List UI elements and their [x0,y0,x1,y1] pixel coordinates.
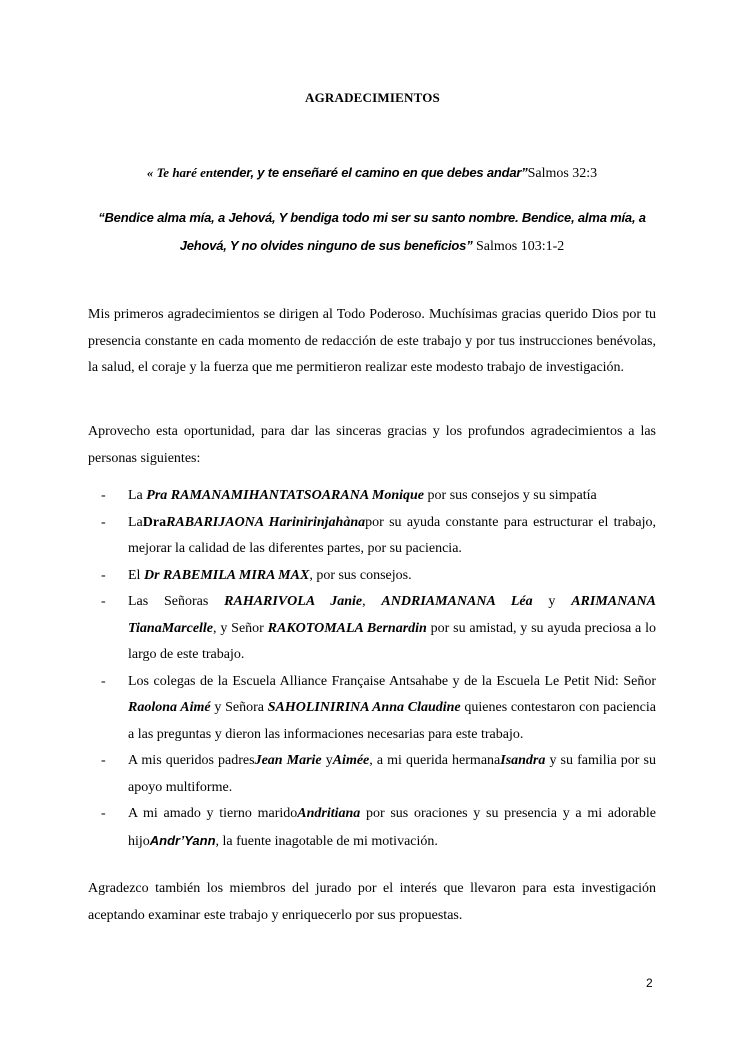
quote-1-opening: « Te haré ent [146,165,217,180]
list-item [88,801,656,855]
paragraph-jury: Agradezco también los miembros del jurado por el interés que llevaron para esta investigación aceptando examinar este trabajo y enriquecerlo por sus propuestas. [88,881,656,923]
list-text: Los colegas de la Escuela Alliance Française Antsahabe y de la Escuela Le Petit Nid: Señor [128,673,656,689]
list-text: , [362,594,382,609]
quote-1-text: ender, y te enseñaré el camino en que debes andar” [216,165,528,180]
list-dash: - [101,753,106,768]
list-dash: - [101,567,106,583]
title-abbrev: Dra [142,514,167,530]
list-text: , por sus consejos. [309,567,412,583]
list-dash: - [101,806,106,821]
person-name: Andritiana [297,806,361,821]
list-item [88,483,656,510]
person-name: Raolona Aimé [128,700,211,715]
list-item [88,589,656,669]
list-text: por su ayuda constante para estructurar el trabajo, mejorar la calidad de las diferentes partes, por su paciencia. [128,514,656,556]
list-item [88,669,656,749]
person-name: Andr’Yann [149,832,216,848]
list-text: Las Señoras [128,594,225,609]
list-text: La [128,488,147,503]
list-text: quienes contestaron con paciencia a las preguntas y dieron las informaciones necesarias para este trabajo. [128,700,656,742]
list-dash: - [101,488,106,503]
person-name: RABARIJAONA Harinirinjahàna [166,514,366,530]
list-text: y [321,753,333,768]
list-text: y Señora [210,700,268,715]
paragraph-god: Mis primeros agradecimientos se dirigen al Todo Poderoso. Muchísimas gracias querido Dios por tu presencia constante en cada momento de redacción de este trabajo y por tus instrucciones benévolas, la salud, el coraje y la fuerza que me permitieron realizar este modesto trabajo de investigación. [88,307,656,375]
list-item [88,748,656,801]
list-dash: - [101,673,106,689]
list-text: A mi amado y tierno marido [128,806,298,821]
person-name: ARIMANANA TianaMarcelle [128,594,657,636]
page-number: 2 [646,976,653,990]
person-name: SAHOLINIRINA Anna Claudine [267,700,461,715]
list-text: , la fuente inagotable de mi motivación. [215,833,438,849]
psalm-quote-1 [88,165,656,182]
list-text: , y Señor [213,620,268,636]
list-text: , a mi querida hermana [369,753,501,768]
list-dash: - [101,594,106,609]
psalm-quote-2 [88,204,656,260]
list-text: por su amistad, y su ayuda preciosa a lo largo de este trabajo. [128,620,656,662]
quote-2-text: “Bendice alma mía, a Jehová, Y bendiga todo mi ser su santo nombre. Bendice, alma mía, a Jehová, Y no olvides ninguno de sus beneficios” [98,210,646,253]
person-name: Isandra [500,753,546,768]
acknowledgement-list [88,483,656,855]
person-name: Dr RABEMILA MIRA MAX [143,567,310,583]
person-name: ANDRIAMANANA Léa [381,594,533,609]
quote-2-reference: Salmos 103:1-2 [476,239,565,254]
list-text: A mis queridos padres [128,753,255,768]
list-dash: - [101,514,106,530]
list-item [88,563,656,590]
person-name: Aimée [332,753,370,768]
person-name: RAKOTOMALA Bernardin [267,620,427,636]
person-name: Pra RAMANAMIHANTATSOARANA Monique [146,488,425,503]
list-text: y [532,594,572,609]
list-item [88,510,656,563]
person-name: RAHARIVOLA Janie [224,594,363,609]
list-text: La [128,514,143,530]
quote-1-reference: Salmos 32:3 [527,166,598,181]
paragraph-intro: Aprovecho esta oportunidad, para dar las sinceras gracias y los profundos agradecimientos a las personas siguientes: [88,424,656,466]
page-title: AGRADECIMIENTOS [305,90,440,105]
list-text: El [128,567,144,583]
list-text: y su familia por su apoyo multiforme. [128,753,656,795]
person-name: Jean Marie [254,753,322,768]
list-text: por sus consejos y su simpatía [424,488,597,503]
list-text: por sus oraciones y su presencia y a mi adorable hijo [128,806,656,849]
